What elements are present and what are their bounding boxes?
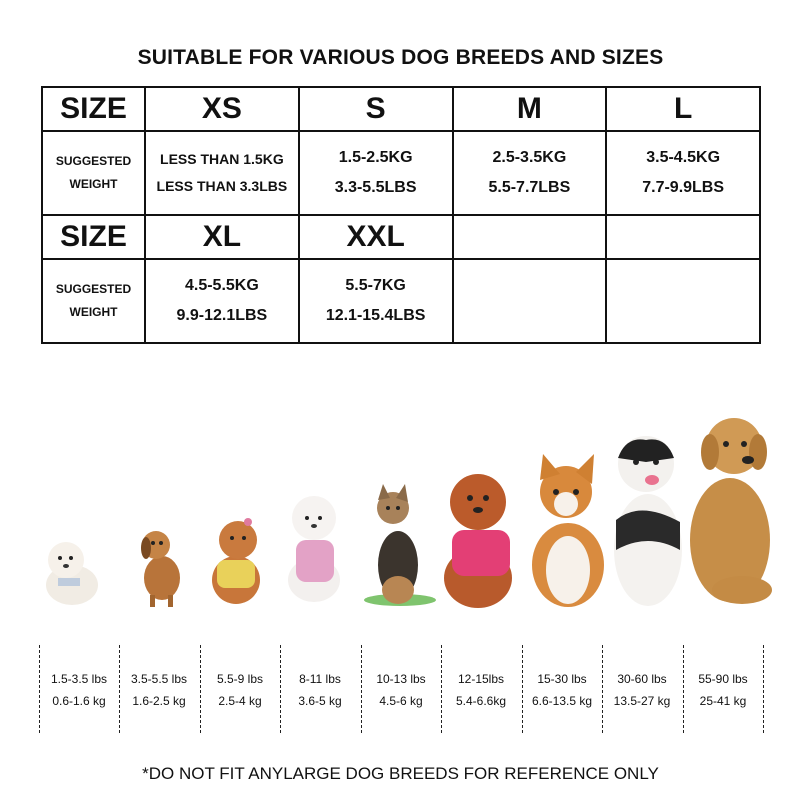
dog-icon-1 bbox=[46, 542, 98, 605]
range-lbs: 30-60 lbs bbox=[617, 672, 667, 686]
range-lbs: 5.5-9 lbs bbox=[216, 672, 264, 686]
weight-row-1 bbox=[42, 131, 760, 215]
weight-label-line: SUGGESTED bbox=[55, 282, 132, 296]
range-1 bbox=[39, 668, 119, 712]
dog-icon-5 bbox=[364, 484, 436, 606]
size-m bbox=[453, 87, 607, 131]
weight-kg: 5.5-7KG bbox=[345, 277, 406, 294]
range-lbs: 15-30 lbs bbox=[537, 672, 587, 686]
size-xl bbox=[145, 215, 299, 259]
range-kg: 0.6-1.6 kg bbox=[52, 694, 106, 708]
weight-s bbox=[299, 131, 453, 215]
size-name: XS bbox=[201, 92, 242, 125]
range-lbs: 1.5-3.5 lbs bbox=[50, 672, 108, 686]
size-label-cell bbox=[42, 87, 145, 131]
weight-kg: 3.5-4.5KG bbox=[646, 149, 721, 166]
range-5 bbox=[361, 668, 441, 712]
range-lbs: 3.5-5.5 lbs bbox=[130, 672, 188, 686]
dog-lineup bbox=[0, 400, 801, 620]
range-4 bbox=[280, 668, 360, 712]
weight-lbs: 3.3-5.5LBS bbox=[334, 179, 417, 196]
weight-label-cell bbox=[42, 131, 145, 215]
size-name: L bbox=[673, 92, 693, 125]
weight-m bbox=[453, 131, 607, 215]
chart-title: SUITABLE FOR VARIOUS DOG BREEDS AND SIZES bbox=[137, 46, 664, 69]
weight-xl bbox=[145, 259, 299, 343]
range-lbs: 8-11 lbs bbox=[299, 672, 341, 686]
empty-cell bbox=[606, 259, 760, 343]
size-row-2 bbox=[42, 215, 760, 259]
range-lbs: 12-15lbs bbox=[457, 672, 505, 686]
weight-lbs: 7.7-9.9LBS bbox=[642, 179, 725, 196]
dog-icon-2 bbox=[141, 531, 180, 607]
dog-icon-8 bbox=[614, 436, 682, 606]
weight-row-2 bbox=[42, 259, 760, 343]
dog-icon-3 bbox=[212, 518, 260, 604]
size-label-cell bbox=[42, 215, 145, 259]
weight-label-line: WEIGHT bbox=[69, 177, 118, 191]
weight-lbs: 9.9-12.1LBS bbox=[176, 307, 268, 324]
weight-kg: LESS THAN 1.5KG bbox=[160, 151, 284, 167]
weight-xs bbox=[145, 131, 299, 215]
weight-l bbox=[606, 131, 760, 215]
range-6 bbox=[441, 668, 521, 712]
weight-xxl bbox=[299, 259, 453, 343]
range-kg: 2.5-4 kg bbox=[218, 694, 262, 708]
size-xxl bbox=[299, 215, 453, 259]
range-kg: 1.6-2.5 kg bbox=[132, 694, 186, 708]
disclaimer-footer: *DO NOT FIT ANYLARGE DOG BREEDS FOR REFERENCE ONLY bbox=[142, 764, 659, 783]
weight-lbs: LESS THAN 3.3LBS bbox=[156, 178, 288, 194]
size-name: M bbox=[516, 92, 542, 125]
size-s bbox=[299, 87, 453, 131]
range-kg: 6.6-13.5 kg bbox=[531, 694, 593, 708]
range-3 bbox=[200, 668, 280, 712]
empty-cell bbox=[453, 215, 607, 259]
dog-icon-4 bbox=[288, 496, 340, 602]
range-lbs: 10-13 lbs bbox=[376, 672, 426, 686]
range-9 bbox=[683, 668, 763, 712]
size-name: XXL bbox=[346, 220, 405, 253]
range-8 bbox=[602, 668, 682, 712]
dog-icon-9 bbox=[690, 418, 772, 604]
size-xs bbox=[145, 87, 299, 131]
range-kg: 5.4-6.6kg bbox=[455, 694, 507, 708]
dog-illustrations bbox=[0, 400, 801, 620]
weight-range-strip bbox=[0, 645, 801, 735]
range-divider bbox=[763, 645, 764, 733]
size-name: S bbox=[365, 92, 386, 125]
size-l bbox=[606, 87, 760, 131]
range-lbs: 55-90 lbs bbox=[698, 672, 748, 686]
range-kg: 13.5-27 kg bbox=[613, 694, 671, 708]
weight-lbs: 5.5-7.7LBS bbox=[488, 179, 571, 196]
weight-label-line: SUGGESTED bbox=[55, 154, 132, 168]
dog-icon-6 bbox=[444, 474, 512, 608]
weight-kg: 1.5-2.5KG bbox=[338, 149, 413, 166]
dog-icon-7 bbox=[532, 454, 604, 607]
size-row-1 bbox=[42, 87, 760, 131]
empty-cell bbox=[453, 259, 607, 343]
weight-lbs: 12.1-15.4LBS bbox=[325, 307, 426, 324]
weight-label-line: WEIGHT bbox=[69, 305, 118, 319]
range-2 bbox=[119, 668, 199, 712]
size-name: XL bbox=[202, 220, 242, 253]
weight-label-cell bbox=[42, 259, 145, 343]
range-kg: 25-41 kg bbox=[699, 694, 747, 708]
weight-kg: 2.5-3.5KG bbox=[492, 149, 567, 166]
size-label: SIZE bbox=[60, 220, 127, 253]
range-7 bbox=[522, 668, 602, 712]
empty-cell bbox=[606, 215, 760, 259]
weight-kg: 4.5-5.5KG bbox=[184, 277, 259, 294]
size-label: SIZE bbox=[60, 92, 127, 125]
range-kg: 4.5-6 kg bbox=[379, 694, 423, 708]
range-kg: 3.6-5 kg bbox=[298, 694, 342, 708]
size-table bbox=[41, 86, 761, 344]
